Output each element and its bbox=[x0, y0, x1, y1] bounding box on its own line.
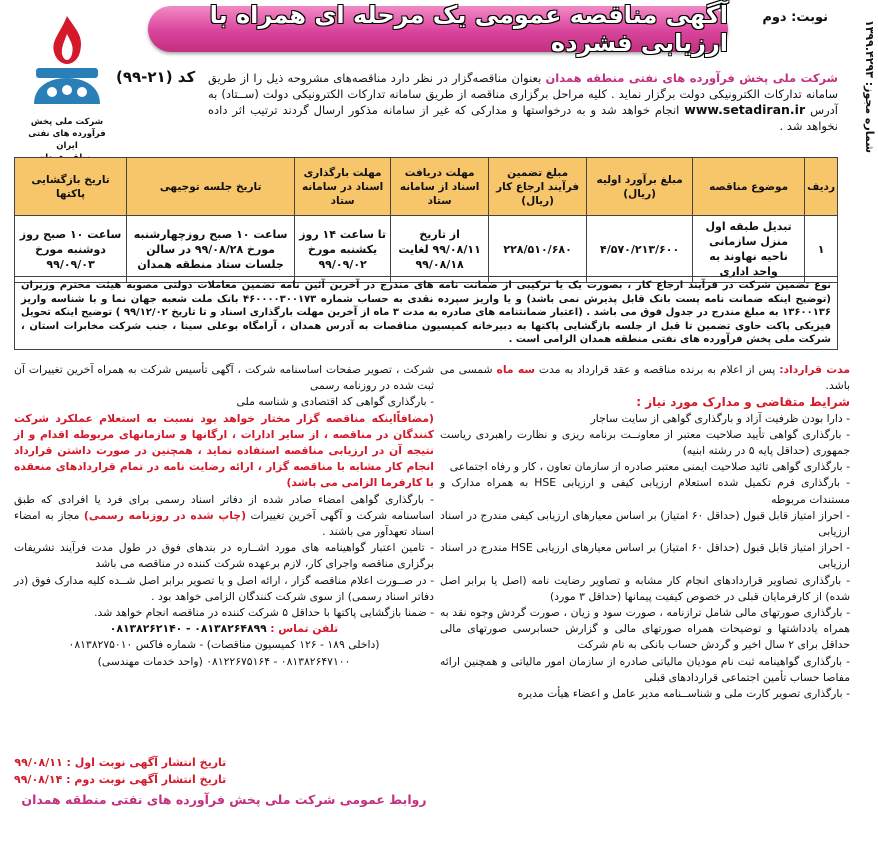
tender-table bbox=[14, 157, 838, 283]
requirement-item: شرکت ، تصویر صفحات اساسنامه شرکت ، آگهی تأسیس شرکت به همراه آخرین تغییرات آن ثبت شده در روزنامه رسمی bbox=[14, 363, 434, 393]
signature-cert-text: - بارگذاری گواهی امضاء صادر شده از دفاتر اسناد رسمی برای فرد یا افرادی که طبق اساسنامه شرکت و آگهی آخرین تغییرات bbox=[14, 492, 434, 522]
performance-inquiry-note: (مضافاًاینکه مناقصه گزار مختار خواهد بود نسبت به استعلام عملکرد شرکت کنندگان در مناقصه ، از سایر ادارات ، ارگانها و سازمانهای مربوطه اقدام و از نتیجه آن در ارزیابی مناقصه استفاده نماید ، همچنین در صورت داشتن قرارداد انجام کار مشابه با مناقصه گزار ، ارائه رضایت نامه در تمام قراردادهای منعقده با کارفرما الزامی می باشد) bbox=[14, 411, 434, 490]
requirement-item: - احراز امتیاز قابل قبول (حداقل ۶۰ امتیاز) بر اساس معیارهای ارزیابی کیفی مندرج در اسناد ارزیابی bbox=[440, 508, 850, 539]
setad-url-link[interactable]: www.setadiran.ir bbox=[684, 102, 806, 117]
requirement-item: - بارگذاری گواهینامه ثبت نام مودیان مالیاتی صادره از سازمان امور مالیاتی و همچنین ارائه مفاصا حساب تأمین اجتماعی قراردادهای قبلی bbox=[440, 654, 850, 684]
company-logo bbox=[24, 12, 110, 162]
requirements-title: شرایط متقاضی و مدارک مورد نیاز : bbox=[636, 395, 850, 410]
table-header: مبلغ تضمین فرآیند ارجاع کار (ریال) bbox=[489, 158, 587, 216]
requirement-item: - بارگذاری فرم تکمیل شده استعلام ارزیابی کیفی و ارزیابی HSE به همراه مدارک و مستندات مربوطه bbox=[440, 476, 850, 506]
company-name: شرکت ملی پخش فرآورده های نفتی منطقه همدان bbox=[545, 71, 838, 85]
table-header: مهلت بارگذاری اسناد در سامانه ستاد bbox=[295, 158, 391, 216]
page-title: آگهی مناقصه عمومی یک مرحله ای همراه با ارزیابی فشرده bbox=[209, 1, 728, 57]
requirement-item: - بارگذاری تصاویر قراردادهای انجام کار مشابه و تصاویر رضایت نامه (اصل یا برابر اصل شده) از کارفرمایان قبلی در خصوص کیفیت پیمانها (حداقل ۳ مورد) bbox=[440, 573, 850, 603]
tender-code: کد (۲۱-۹۹) bbox=[116, 68, 196, 86]
table-header: تاریخ جلسه توجیهی bbox=[127, 158, 295, 216]
publication-first: تاریخ انتشار آگهی نوبت اول : ۹۹/۰۸/۱۱ bbox=[14, 756, 227, 769]
requirement-item: - بارگذاری گواهی تأیید صلاحیت معتبر از معاونــت برنامه ریزی و نظارت راهبردی ریاست جمهوری (حداقل پایه ۵ در رشته ابنیه) bbox=[440, 427, 850, 458]
intro-paragraph bbox=[208, 70, 838, 134]
table-cell: ساعت ۱۰ صبح روز دوشنبه مورخ ۹۹/۰۹/۰۳ bbox=[15, 216, 127, 283]
requirement-item: - بارگذاری صورتهای مالی شامل ترازنامه ، صورت سود و زیان ، صورت گردش وجوه نقد به همراه یادداشتها و توضیحات همراه صورتهای مالی و گزارش حسابرسی صورتهای مالی حداقل برای ۲ سال اخیر و گردش حساب بانکی به نام شرکت bbox=[440, 606, 850, 652]
table-cell: تا ساعت ۱۴ روز یکشنبه مورخ ۹۹/۰۹/۰۲ bbox=[295, 216, 391, 283]
publication-second: تاریخ انتشار آگهی نوبت دوم : ۹۹/۰۸/۱۴ bbox=[14, 773, 227, 786]
requirement-item: - احراز امتیاز قابل قبول (حداقل ۶۰ امتیاز) بر اساس معیارهای ارزیابی HSE مندرج در اسناد ارزیابی bbox=[440, 541, 850, 571]
table-cell: ساعت ۱۰ صبح روزچهارشنبه مورخ ۹۹/۰۸/۲۸ در سالن جلسات ستاد منطقه همدان bbox=[127, 216, 295, 283]
requirements-column-right bbox=[440, 362, 850, 702]
contract-duration-value: سه ماه bbox=[496, 363, 536, 376]
contract-text-2: شمسی می باشد. bbox=[440, 363, 850, 393]
requirement-item: - بارگذاری گواهی کد اقتصادی و شناسه ملی bbox=[236, 395, 434, 409]
table-header: موضوع مناقصه bbox=[693, 158, 805, 216]
contact-phones bbox=[14, 621, 434, 637]
table-row bbox=[15, 216, 838, 283]
permit-number: شماره مجوز: ۱۳۹۹.۴۲۹۳ bbox=[863, 20, 876, 154]
logo-caption-line1: شرکت ملی پخش فرآورده های نفتی ایران bbox=[28, 117, 106, 151]
contact-fax: (داخلی ۱۸۹ - ۱۲۶ کمیسیون مناقصات) - شماره فاکس ۰۸۱۳۸۲۷۵۰۱۰ bbox=[68, 638, 380, 652]
table-cell: ۲۲۸/۵۱۰/۶۸۰ bbox=[489, 216, 587, 283]
table-header: مهلت دریافت اسناد از سامانه ستاد bbox=[391, 158, 489, 216]
guarantee-notes: نوع تضمین شرکت در فرآیند ارجاع کار ، بصورت یک یا ترکیبی از ضمانت نامه های مندرج در آخرین آئین نامه تضمین معاملات دولتی مصوبه هیئت محترم وزیران (توضیح اینکه ضمانت نامه پست بانک قابل پذیرش نمی باشد) و یا واریز سپرده نقدی به حساب شماره ۴۶۰۰۰۰۳۰۰۱۷۳ بانک ملت شعبه جهان نما و با شناسه واریز ۱۳۶۰۰۱۳۶ به مبلغ مندرج در جدول فوق می باشد . (اعتبار ضمانتنامه های صادره به مدت ۳ ماه از آخرین مهلت بارگذاری اسناد و تا تاریخ ۹۹/۱۲/۰۲ ) توضیح اینکه تحویل فیزیکی پاکت حاوی تضمین تا قبل از جلسه بازگشایی پاکتها به دبیرخانه کمیسیون مناقصات به آدرس همدان ، آرامگاه بوعلی سینا ، جنب شرکت مخابرات استان ، شرکت ملی پخش فرآورده های نفتی منطقه همدان الزامی است . bbox=[14, 276, 838, 350]
table-header: مبلغ برآورد اولیه (ریال) bbox=[587, 158, 693, 216]
round-label: نوبت: دوم bbox=[762, 10, 828, 25]
intro-text-1: بعنوان مناقصه‌گزار در نظر دارد مناقصه‌های مشروحه ذیل را از طریق سامانه تدارکات الکترونیکی دولت برگزار نماید . کلیه مراحل برگزاری مناقصه از طریق سامانه تدارکات الکترونیکی دولت (ســتاد) به آدرس bbox=[208, 71, 838, 117]
requirement-item: - دارا بودن ظرفیت آزاد و بارگذاری گواهی از سایت ساجار bbox=[590, 411, 850, 425]
requirement-item: - تامین اعتبار گواهینامه های مورد اشــاره در بندهای فوق در طول مدت فرآیند تشریفات برگزاری مناقصه واجرای کار، لازم برعهده شرکت کننده در مناقصه می باشد bbox=[14, 541, 434, 571]
official-gazette-note: (چاپ شده در روزنامه رسمی) bbox=[83, 508, 247, 522]
requirements-column-left bbox=[14, 362, 434, 670]
contract-label: مدت قرارداد: bbox=[779, 363, 850, 376]
intro-text-2: انجام خواهد شد و به درخواستها و مدارکی که غیر از سامانه مذکور ارسال گردند ترتیب اثر داده نخواهد شد . bbox=[208, 103, 838, 133]
phone-numbers: ۰۸۱۳۸۲۶۴۸۹۹ - ۰۸۱۳۸۲۶۲۱۴۰ bbox=[109, 622, 267, 636]
contract-duration bbox=[440, 362, 850, 394]
requirement-item: - بارگذاری گواهی تائید صلاحیت ایمنی معتبر صادره از سازمان تعاون ، کار و رفاه اجتماعی bbox=[449, 460, 850, 474]
table-header-row bbox=[15, 158, 838, 216]
requirement-item bbox=[14, 492, 434, 541]
title-banner bbox=[148, 1, 728, 57]
table-header: تاریخ بازگشایی پاکتها bbox=[15, 158, 127, 216]
requirement-item: - ضمنا بازگشایی پاکتها با حداقل ۵ شرکت کننده در مناقصه انجام خواهد شد. bbox=[94, 606, 434, 620]
table-cell: از تاریخ ۹۹/۰۸/۱۱ لغایت ۹۹/۰۸/۱۸ bbox=[391, 216, 489, 283]
signature-cert-text-end: مجاز به امضاء اسناد تعهدآور می باشند . bbox=[14, 508, 434, 539]
contract-text-1: پس از اعلام به برنده مناقصه و عقد قرارداد به مدت bbox=[535, 363, 780, 376]
requirement-item: - در صــورت اعلام مناقصه گزار ، ارائه اصل و یا تصویر برابر اصل شــده کلیه مدارک فوق (در دفاتر اسناد رسمی) از سوی شرکت کنندگان الزامی خواهد بود . bbox=[14, 573, 434, 603]
table-header: ردیف bbox=[805, 158, 838, 216]
table-cell: ۴/۵۷۰/۲۱۳/۶۰۰ bbox=[587, 216, 693, 283]
footer-public-relations: روابط عمومی شرکت ملی پخش فرآورده های نفتی منطقه همدان bbox=[21, 792, 427, 807]
table-cell: تبدیل طبقه اول منزل سازمانی ناحیه نهاوند به واحد اداری bbox=[693, 216, 805, 283]
phone-label: تلفن تماس : bbox=[270, 622, 339, 636]
publication-dates bbox=[14, 754, 226, 788]
contact-engineering: ۰۸۱۳۸۲۶۴۷۱۰۰ - ۰۸۱۲۲۶۷۵۱۶۴ (واحد خدمات مهندسی) bbox=[97, 654, 351, 668]
flame-logo-icon bbox=[24, 12, 110, 112]
requirement-item: - بارگذاری تصویر کارت ملی و شناســنامه مدیر عامل و اعضاء هیأت مدیره bbox=[517, 687, 850, 701]
table-cell: ۱ bbox=[805, 216, 838, 283]
